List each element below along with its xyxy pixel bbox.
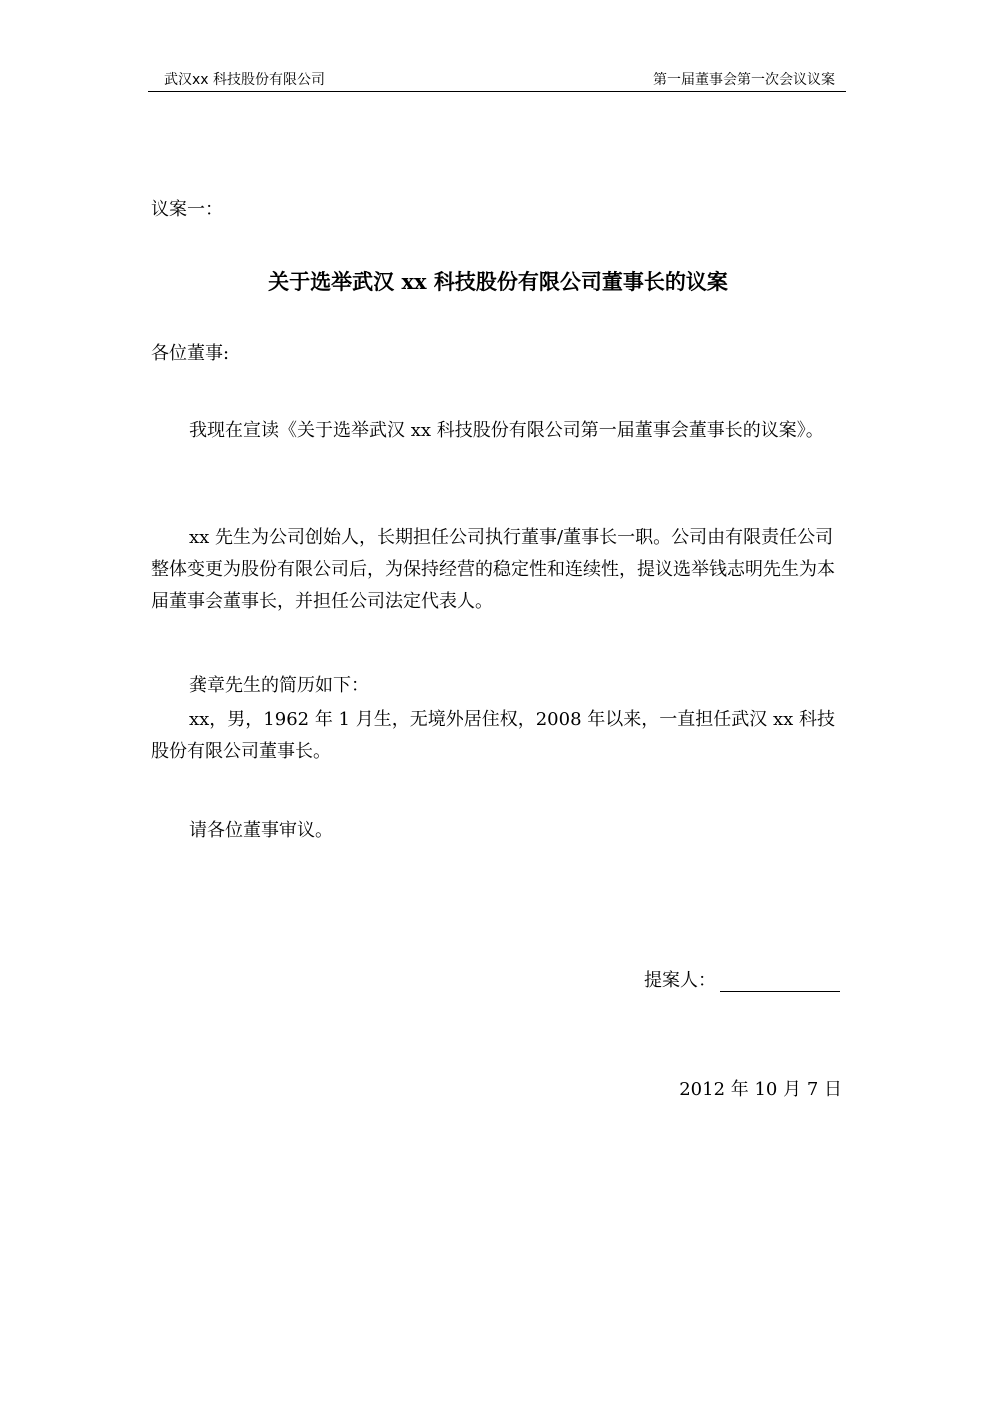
paragraph-request-review: 请各位董事审议。 bbox=[189, 820, 333, 841]
document-date: 2012 年 10 月 7 日 bbox=[679, 1079, 842, 1100]
salutation: 各位董事: bbox=[151, 343, 230, 364]
paragraph-resume-intro: 龚章先生的简历如下： bbox=[189, 675, 369, 696]
paragraph-resume: xx，男，1962 年 1 月生，无境外居住权，2008 年以来，一直担任武汉 xx 科技股份有限公司董事长。 bbox=[151, 709, 836, 762]
header-divider bbox=[148, 91, 846, 92]
paragraph-nomination: xx 先生为公司创始人，长期担任公司执行董事/董事长一职。公司由有限责任公司整体变更为股份有限公司后，为保持经营的稳定性和连续性，提议选举钱志明先生为本届董事会董事长，并担任公司法定代表人。 bbox=[151, 527, 835, 612]
proposer-label: 提案人： bbox=[644, 970, 716, 991]
paragraph-reading-notice: 我现在宣读《关于选举武汉 xx 科技股份有限公司第一届董事会董事长的议案》。 bbox=[189, 420, 824, 441]
header-meeting-name: 第一届董事会第一次会议议案 bbox=[653, 72, 835, 88]
header-company-name: 武汉xx 科技股份有限公司 bbox=[164, 72, 326, 88]
signature-line bbox=[720, 991, 840, 992]
document-title: 关于选举武汉 xx 科技股份有限公司董事长的议案 bbox=[268, 269, 728, 294]
proposer-signature bbox=[644, 965, 840, 997]
proposal-label: 议案一： bbox=[151, 199, 223, 220]
